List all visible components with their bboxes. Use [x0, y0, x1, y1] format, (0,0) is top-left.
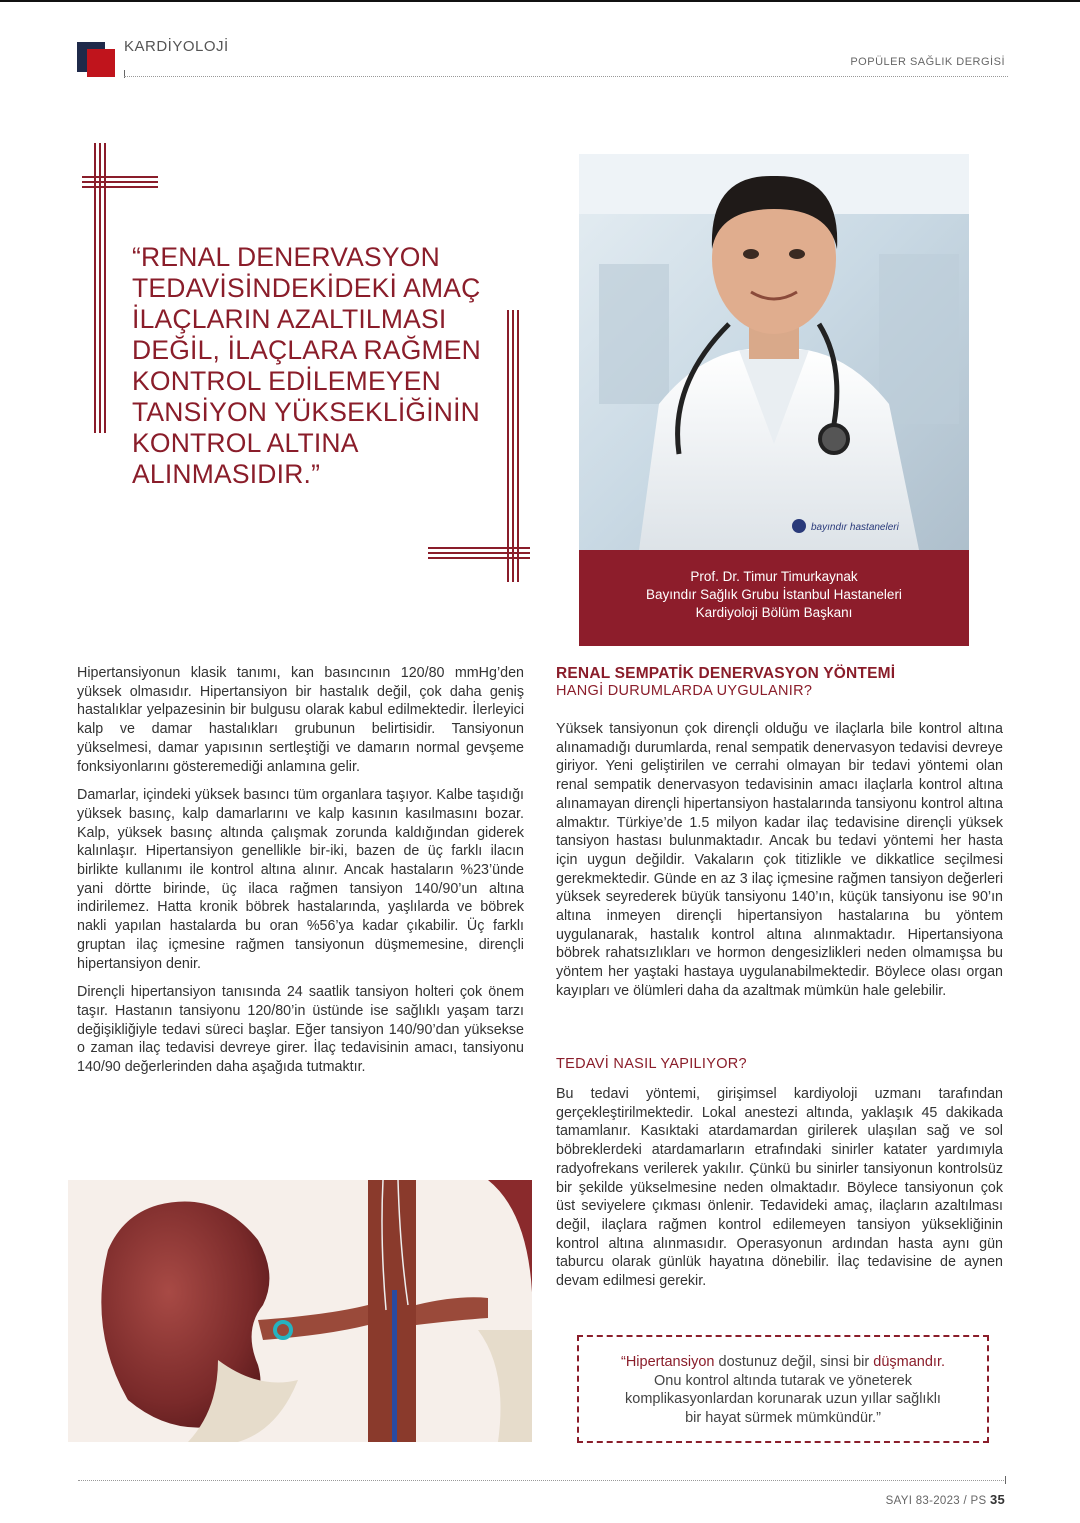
paragraph: Damarlar, içindeki yüksek basıncı tüm organlara taşıyor. Kalbe taşıdığı yüksek basınç, kalp damarlarını ve kalp kasının kasılmasını bozar. Kalp, yüksek basınç altında çalışmak zorunda kaldığından giderek kalınlaşır. Hipertansiyon genellikle bir-iki, bazen de üç farklı ilacın birlikte kullanımı ile kontrol altına alınır. Ancak hastaların %23’ünde yani dörtte birinde, üç ilaca rağmen tansiyon 140/90’un altına indirilemez. Hatta kronik böbrek hastalarında, yaşlılarda ve böbrek nakli yapılan hastalarda bu oran %56’ya kadar çıkabilir. Üç farklı gruptan ilaç içmesine rağmen tansiyonun düşmemesine, dirençli hipertansiyon denir.	[77, 787, 524, 972]
paragraph: Bu tedavi yöntemi, girişimsel kardiyoloji uzmanı tarafından gerçekleştirilmektedir. Lokal anestezi altında, yaklaşık 45 dakikada tamamlanır. Kasıktaki atardamardan girilerek ulaşılan sağ ve sol böbreklerdeki atardamarların etrafındaki sinirler katater yardımıyla radyofrekans verilerek yakılır. Çünkü bu sinirler tansiyonun kontrolsüz bir şekilde yükselmesine neden olmaktadır. Böylece tansiyonun çok üst seviyelere çıkması önlenir. Tedavideki amaç, ilaçların azaltılması değil, ilaçlara rağmen kontrol edilemeyen tansiyon yüksekliğinin kontrol altına alınmasıdır. Operasyonun ardından hasta aynı gün taburcu olarak günlük hayatına dönebilir. İlaç tedavisine de aynen devam edilmesi gerekir.	[556, 1086, 1003, 1290]
hospital-badge: bayındır hastaneleri	[811, 522, 899, 533]
pull-quote-open-mark: “	[620, 1354, 626, 1370]
left-column	[77, 664, 524, 1087]
pull-quote-line-1	[579, 1353, 987, 1372]
pull-quote-highlight: düşmandır.	[873, 1354, 946, 1370]
quote-line: “RENAL DENERVASYON	[132, 242, 440, 272]
section-logo-red-square	[87, 49, 115, 77]
paragraph: Yüksek tansiyonun çok dirençli olduğu ve ilaçlarla bile kontrol altına alınamadığı durumlarda, renal sempatik denervasyon tedavisi devreye giriyor. Yeni geliştirilen ve cerrahi olmayan bir tedavi yöntemi olan renal sempatik denervasyon tedavisinin amacı ilaçlarla kontrol altına alınamayan dirençli hipertansiyon hastalarında tansiyonu kontrol altına almaktır. Türkiye’de 1.5 milyon kadar ilaç tedavisine dirençli yüksek tansiyon hastası bulunmaktadır. Ancak bu tedavi yöntemi her hasta için uygun değildir. Vakaların çok titizlikle ve dikkatlice seçilmesi gerekmektedir. Günde en az 3 ilaç içmesine rağmen tansiyon değerleri yüksek seyrederek büyük tansiyonu 140’ın, küçük tansiyonu ise 90’ın altına inmeyen dirençli hipertansiyon hastalarına bu yöntem uygulanarak, hastalık kontrol altına alınmaktadır. Hipertansiyona böbrek rahatsızlıkları ve hormon dengesizlikleri neden olmamışsa bu yöntem her yaştaki hastaya uygulanabilmektedir. Böylece olası organ kayıpları ve ölümleri daha da azaltmak mümkün hale gelebilir.	[556, 721, 1003, 999]
section-subheading-2: TEDAVİ NASIL YAPILIYOR?	[556, 1056, 747, 1072]
pull-quote	[577, 1335, 989, 1443]
right-column-part1	[556, 720, 1003, 1011]
pull-quote-text: dostunuz değil, sinsi bir	[714, 1354, 874, 1370]
paragraph: Dirençli hipertansiyon tanısında 24 saatlik tansiyon holteri çok önem taşır. Hastanın tansiyonu 120/80’in üstünde ise sağlıklı yaşam tarzı değişikliğiyle tedavi süreci başlar. Eğer tansiyon 140/90’dan yüksekse o zaman ilaç tedavisi devreye girer. İlaç tedavisinin amacı, tansiyonu 140/90 değerlerinden daha aşağıda tutmaktır.	[77, 984, 524, 1076]
doctor-name: Prof. Dr. Timur Timurkaynak	[690, 569, 858, 584]
kidney-illustration	[68, 1180, 532, 1442]
quote-line: TANSİYON YÜKSEKLİĞİNİN	[132, 397, 481, 427]
doctor-role: Kardiyoloji Bölüm Başkanı	[695, 605, 853, 620]
quote-line: KONTROL ALTINA	[132, 428, 359, 458]
page-number: 35	[989, 1492, 1005, 1507]
quote-line: DEĞİL, İLAÇLARA RAĞMEN	[132, 335, 482, 365]
doctor-organization: Bayındır Sağlık Grubu İstanbul Hastaneleri	[646, 587, 902, 602]
quote-line: TEDAVİSİNDEKİDEKİ AMAÇ	[132, 273, 481, 303]
doctor-portrait	[579, 154, 969, 550]
paragraph: Hipertansiyonun klasik tanımı, kan basıncının 120/80 mmHg’den yüksek olmasıdır. Hipertansiyon bir hastalık değil, çok daha geniş hastalıklar yelpazesinin bir bulgusu olarak kabul edilmektedir. İlerleyici kalp ve damar hastalıkları grubunun belirtisidir. Tansiyonun yükselmesi, damar yapısının sertleştiği ve damarın normal gevşeme fonksiyonlarını gösteremediği anlamına gelir.	[77, 665, 524, 775]
top-rule	[0, 0, 1080, 2]
featured-quote	[132, 242, 502, 490]
magazine-name: POPÜLER SAĞLIK DERGİSİ	[850, 56, 1005, 68]
doctor-portrait-illustration	[579, 154, 969, 550]
pull-quote-line-4: bir hayat sürmek mümkündür.”	[685, 1409, 881, 1426]
pull-quote-line-3: komplikasyonlardan korunarak uzun yıllar sağlıklı	[625, 1391, 941, 1407]
section-subheading: HANGİ DURUMLARDA UYGULANIR?	[556, 683, 813, 699]
section-label: KARDİYOLOJİ	[124, 38, 229, 55]
footer-tick	[1005, 1476, 1006, 1484]
issue-label: SAYI 83-2023 / PS	[885, 1495, 987, 1507]
section-heading: RENAL SEMPATİK DENERVASYON YÖNTEMİ	[556, 665, 896, 682]
footer-dotted-rule	[78, 1480, 1006, 1481]
pull-quote-line-2: Onu kontrol altında tutarak ve yöneterek	[654, 1372, 912, 1389]
header-dotted-rule	[124, 76, 1008, 77]
quote-line: ALINMASIDIR.”	[132, 459, 321, 489]
kidney-artery-illustration	[68, 1180, 532, 1442]
quote-line: İLAÇLARIN AZALTILMASI	[132, 304, 447, 334]
pull-quote-highlight: Hipertansiyon	[625, 1354, 715, 1370]
quote-line: KONTROL EDİLEMEYEN	[132, 366, 441, 396]
photo-caption	[579, 550, 969, 646]
right-column-part2	[556, 1085, 1003, 1301]
footer-issue	[886, 1492, 1005, 1507]
